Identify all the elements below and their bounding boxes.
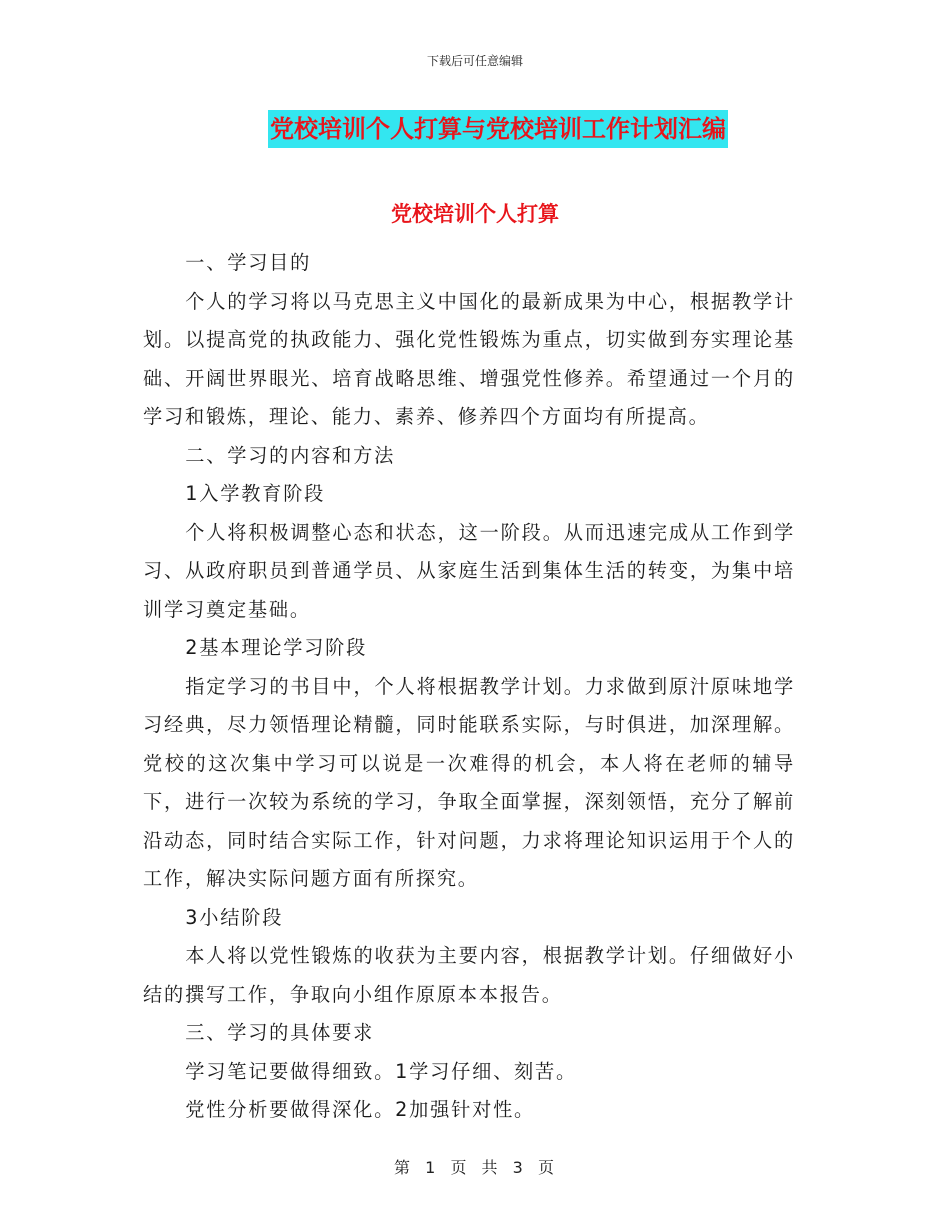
footer-label-unit2: 页 [537,1158,556,1177]
document-body [143,244,795,1130]
footer-label-unit: 页 [450,1158,469,1177]
paragraph: 二、学习的内容和方法 [185,443,396,467]
paragraph: 三、学习的具体要求 [185,1021,375,1044]
page-footer [0,1155,950,1178]
paragraph: 一、学习目的 [185,251,312,274]
paragraph: 学习笔记要做得细致。1学习仔细、刻苦。 [185,1059,578,1083]
footer-current-page: 1 [425,1158,438,1177]
paragraph: 本人将以党性锻炼的收获为主要内容，根据教学计划。仔细做好小结的撰写工作，争取向小组作原原本本报告。 [143,944,795,1006]
footer-total-pages: 3 [512,1158,525,1177]
document-title-wrap [0,110,950,148]
paragraph: 个人的学习将以马克思主义中国化的最新成果为中心，根据教学计划。以提高党的执政能力、强化党性锻炼为重点，切实做到夯实理论基础、开阔世界眼光、培育战略思维、增强党性修养。希望通过一个月的学习和锻炼，理论、能力、素养、修养四个方面均有所提高。 [143,289,795,428]
paragraph: 3小结阶段 [185,905,284,929]
paragraph: 2基本理论学习阶段 [185,636,368,659]
page-header-note: 下载后可任意编辑 [426,54,523,68]
paragraph: 1入学教育阶段 [185,482,326,505]
section-title: 党校培训个人打算 [391,202,559,226]
document-title: 党校培训个人打算与党校培训工作计划汇编 [268,110,728,148]
footer-label-page: 第 [394,1158,413,1177]
paragraph: 个人将积极调整心态和状态，这一阶段。从而迅速完成从工作到学习、从政府职员到普通学员、从家庭生活到集体生活的转变，为集中培训学习奠定基础。 [143,520,795,621]
paragraph: 党性分析要做得深化。2加强针对性。 [185,1098,536,1121]
paragraph: 指定学习的书目中，个人将根据教学计划。力求做到原汁原味地学习经典，尽力领悟理论精髓，同时能联系实际，与时俱进，加深理解。党校的这次集中学习可以说是一次难得的机会，本人将在老师的辅导下，进行一次较为系统的学习，争取全面掌握，深刻领悟，充分了解前沿动态，同时结合实际工作，针对问题，力求将理论知识运用于个人的工作，解决实际问题方面有所探究。 [143,674,795,890]
footer-label-total: 共 [481,1158,500,1177]
